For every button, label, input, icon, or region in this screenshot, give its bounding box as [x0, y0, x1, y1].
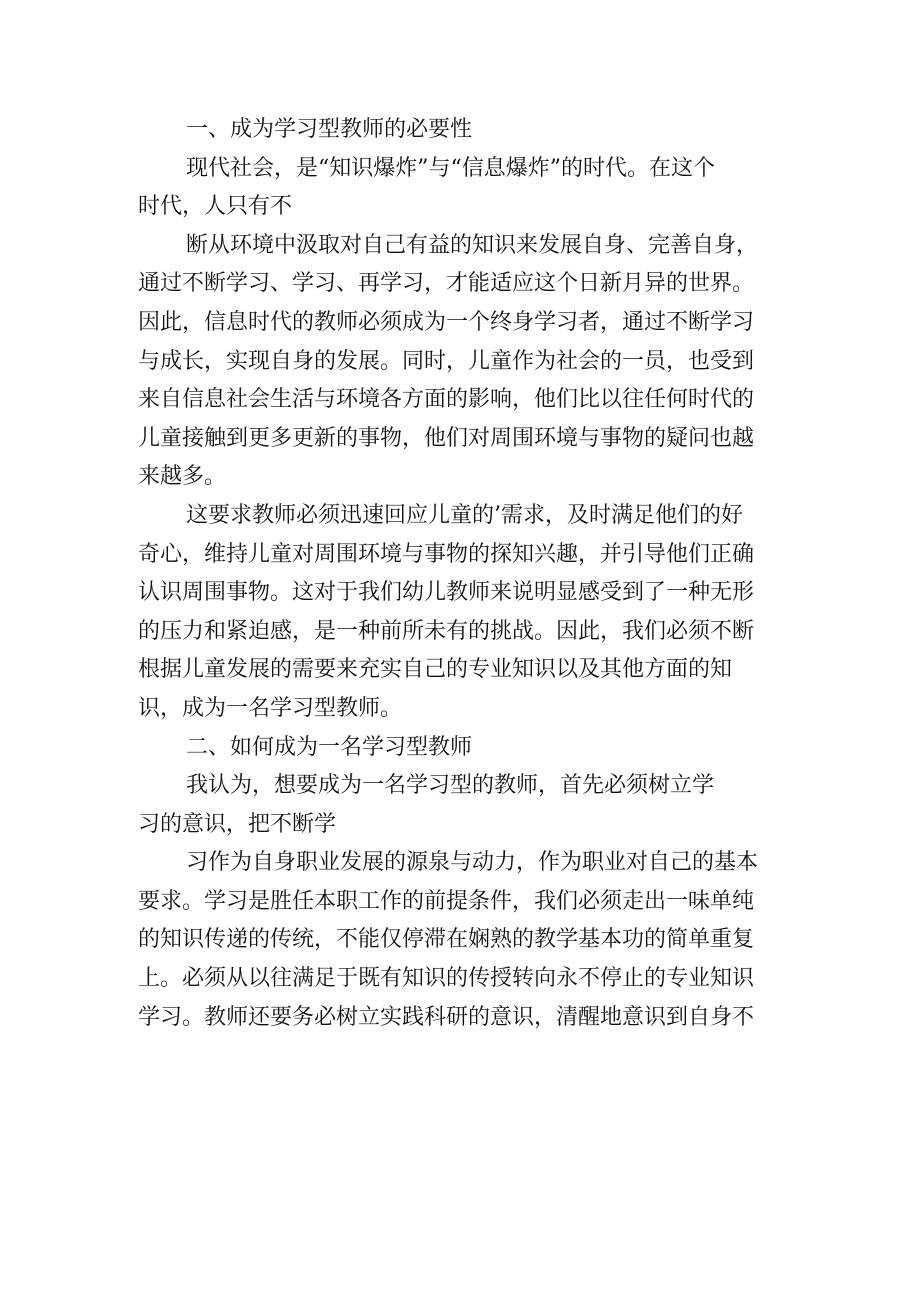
paragraph-line: 我认为，想要成为一名学习型的教师，首先必须树立学	[186, 773, 715, 799]
paragraph-line: 习的意识，把不断学	[138, 811, 337, 837]
paragraph-line: 来自信息社会生活与环境各方面的影响，他们比以往任何时代的	[138, 387, 755, 413]
paragraph-line: 通过不断学习、学习、再学习，才能适应这个日新月异的世界。	[138, 271, 755, 297]
paragraph-line: 与成长，实现自身的发展。同时，儿童作为社会的一员，也受到	[138, 348, 755, 374]
paragraph-line: 习作为自身职业发展的源泉与动力，作为职业对自己的基本	[186, 850, 759, 876]
paragraph-line: 的知识传递的传统，不能仅停滞在娴熟的教学基本功的简单重复	[138, 927, 755, 953]
paragraph-line: 因此，信息时代的教师必须成为一个终身学习者，通过不断学习	[138, 309, 755, 335]
paragraph-line: 断从环境中汲取对自己有益的知识来发展自身、完善自身，	[186, 232, 759, 258]
paragraph-line: 上。必须从以往满足于既有知识的传授转向永不停止的专业知识	[138, 966, 755, 992]
paragraph-line: 要求。学习是胜任本职工作的前提条件，我们必须走出一味单纯	[138, 888, 755, 914]
paragraph-line: 认识周围事物。这对于我们幼儿教师来说明显感受到了一种无形	[138, 580, 755, 606]
paragraph-line: 学习。教师还要务必树立实践科研的意识，清醒地意识到自身不	[138, 1004, 755, 1030]
section-heading-1: 一、成为学习型教师的必要性	[186, 117, 473, 142]
paragraph-line: 来越多。	[138, 464, 227, 490]
paragraph-line: 识，成为一名学习型教师。	[138, 695, 403, 721]
section-heading-2: 二、如何成为一名学习型教师	[186, 734, 473, 760]
paragraph-line: 奇心，维持儿童对周围环境与事物的探知兴趣，并引导他们正确	[138, 541, 755, 567]
paragraph-line: 时代，人只有不	[138, 194, 293, 220]
paragraph-line: 根据儿童发展的需要来充实自己的专业知识以及其他方面的知	[138, 657, 733, 683]
paragraph-line: 的压力和紧迫感，是一种前所未有的挑战。因此，我们必须不断	[138, 618, 755, 644]
paragraph-line: 现代社会，是“知识爆炸”与“信息爆炸”的时代。在这个	[186, 155, 715, 181]
paragraph-line: 儿童接触到更多更新的事物，他们对周围环境与事物的疑问也越	[138, 425, 755, 451]
paragraph-line: 这要求教师必须迅速回应儿童的’需求，及时满足他们的好	[186, 502, 743, 528]
document-body	[138, 111, 798, 1037]
